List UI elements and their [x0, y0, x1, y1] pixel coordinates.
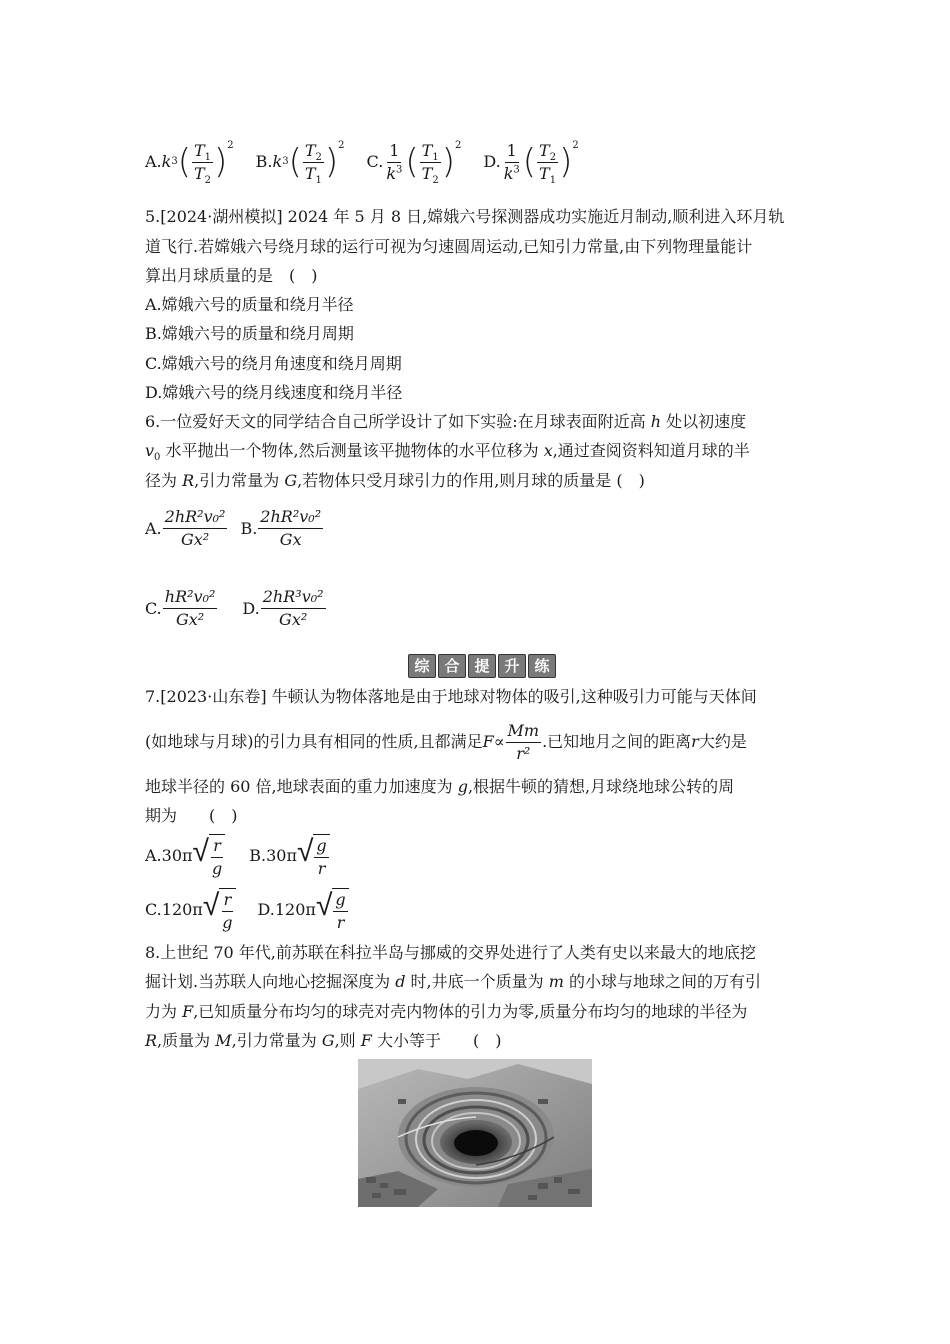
q6-options-row1: [145, 508, 346, 549]
q7-stem-line3: 地球半径的 60 倍,地球表面的重力加速度为 g,根据牛顿的猜想,月球绕地球公转的周: [145, 777, 735, 796]
q7-stem-line4: 期为 ( ): [145, 806, 238, 825]
q6-stem-line3: 径为 R,引力常量为 G,若物体只受月球引力的作用,则月球的质量是 ( ): [145, 471, 645, 490]
q7-options-row1: [145, 834, 352, 878]
q4-option-c[interactable]: C. $\frac{1}{k^3}$ ( $\frac{T_1}{T_2}$ ) 2: [366, 139, 462, 186]
q7-option-b[interactable]: B.30π √ $\frac{g}{r}$: [249, 834, 329, 878]
q5-option-c[interactable]: C.嫦娥六号的绕月角速度和绕月周期: [145, 354, 402, 373]
q7-stem-line1: 7.[2023·山东卷] 牛顿认为物体落地是由于地球对物体的吸引,这种吸引力可能与天体间: [145, 687, 757, 706]
sqrt-symbol: √ $\frac{g}{r}$: [297, 834, 330, 878]
q6-option-a[interactable]: A. $\frac{\text{2hR²v₀²}}{\text{Gx²}}$: [145, 507, 226, 549]
q5-option-d[interactable]: D.嫦娥六号的绕月线速度和绕月半径: [145, 383, 403, 402]
q7-option-a[interactable]: A.30π √ $\frac{r}{g}$: [145, 834, 225, 878]
q8-stem-line4: R,质量为 M,引力常量为 G,则 F 大小等于 ( ): [145, 1031, 502, 1050]
q6-options-row2: [145, 588, 349, 629]
q5-stem-line2: 道飞行.若嫦娥六号绕月球的运行可视为匀速圆周运动,已知引力常量,由下列物理量能计: [145, 237, 753, 256]
q6-option-d[interactable]: D. $\frac{\text{2hR³v₀²}}{\text{Gx²}}$: [242, 587, 324, 629]
q4-option-d[interactable]: D. $\frac{1}{k^3}$ ( $\frac{T_2}{T_1}$ ) 2: [483, 139, 579, 186]
q5-stem-line3: 算出月球质量的是 ( ): [145, 266, 318, 285]
q8-stem-line3: 力为 F,已知质量分布均匀的球壳对壳内物体的引力为零,质量分布均匀的地球的半径为: [145, 1002, 748, 1021]
sqrt-symbol: √ $\frac{g}{r}$: [316, 888, 349, 932]
mine-photo: [358, 1059, 592, 1207]
q7-option-c[interactable]: C.120π √ $\frac{r}{g}$: [145, 888, 236, 932]
q4-options: [145, 136, 601, 188]
mine-photo-illustration: [358, 1059, 592, 1207]
q7-stem-line2: (如地球与月球)的引力具有相同的性质,且都满足 F ∝ $\frac{Mm}{\text{r²}}$ .已知地月之间的距离 r 大约是: [145, 720, 747, 763]
q6-option-b[interactable]: B. $\frac{\text{2hR²v₀²}}{Gx}$: [240, 507, 322, 549]
q8-stem-line1: 8.上世纪 70 年代,前苏联在科拉半岛与挪威的交界处进行了人类有史以来最大的地底挖: [145, 943, 756, 962]
q8-stem-line2: 掘计划.当苏联人向地心挖掘深度为 d 时,井底一个质量为 m 的小球与地球之间的万有引: [145, 972, 761, 991]
q5-stem-line1: 5.[2024·湖州模拟] 2024 年 5 月 8 日,嫦娥六号探测器成功实施近月制动,顺利进入环月轨: [145, 207, 785, 226]
section-banner: 综 合 提 升 练: [408, 654, 558, 678]
q7-option-d[interactable]: D.120π √ $\frac{g}{r}$: [258, 888, 349, 932]
q5-option-a[interactable]: A.嫦娥六号的质量和绕月半径: [145, 295, 354, 314]
q6-option-c[interactable]: C. $\frac{\text{hR²v₀²}}{\text{Gx²}}$: [145, 587, 216, 629]
q6-stem-line1: 6.一位爱好天文的同学结合自己所学设计了如下实验:在月球表面附近高 h 处以初速度: [145, 412, 747, 431]
q7-options-row2: [145, 888, 371, 932]
q4-option-b[interactable]: B. k 3 ( $\frac{T_2}{T_1}$ ) 2: [255, 139, 345, 186]
sqrt-symbol: √ $\frac{r}{g}$: [203, 888, 236, 932]
q5-option-b[interactable]: B.嫦娥六号的质量和绕月周期: [145, 324, 354, 343]
q4-option-a[interactable]: A. k 3 ( $\frac{T_1}{T_2}$ ) 2: [145, 139, 234, 186]
q6-stem-line2: $v_0$ 水平抛出一个物体,然后测量该平抛物体的水平位移为 x,通过查阅资料知道月球的半: [145, 441, 750, 464]
sqrt-symbol: √ $\frac{r}{g}$: [193, 834, 226, 878]
